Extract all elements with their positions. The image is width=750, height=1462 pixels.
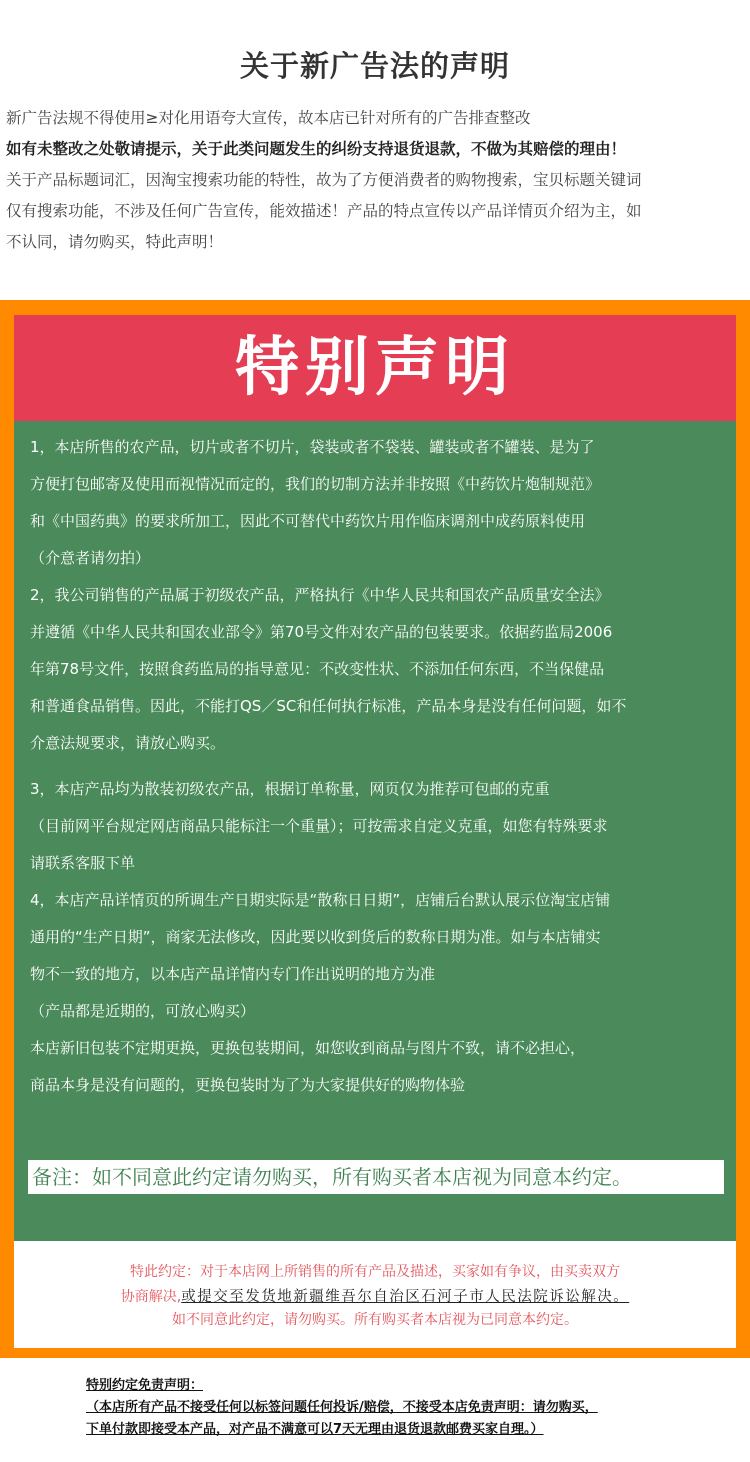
statement-line: 并遵循《中华人民共和国农业部令》第70号文件对农产品的包装要求。依据药监局2006 xyxy=(30,623,613,641)
statement-line: 3，本店产品均为散装初级农产品，根据订单称量，网页仅为推荐可包邮的克重 xyxy=(30,780,550,798)
statement-line: 介意法规要求，请放心购买。 xyxy=(30,734,226,752)
disclaimer-title: 特别约定免责声明： xyxy=(86,1378,204,1393)
statement-line: 方便打包邮寄及使用而视情况而定的，我们的切制方法并非按照《中药饮片炮制规范》 xyxy=(30,475,601,493)
declaration-line: 关于产品标题词汇，因淘宝搜索功能的特性，故为了方便消费者的购物搜索，宝贝标题关键词 xyxy=(6,171,642,189)
statement-line: 物不一致的地方，以本店产品详情内专门作出说明的地方为准 xyxy=(30,965,436,983)
declaration-line: 新广告法规不得使用≥对化用语夸大宣传，故本店已针对所有的广告排查整改 xyxy=(6,109,531,127)
statement-line: 通用的“生产日期”，商家无法修改，因此要以收到货后的数称日期为准。如与本店铺实 xyxy=(30,928,601,946)
agreement-line: 如不同意此约定，请勿购买。所有购买者本店视为已同意本约定。 xyxy=(172,1312,578,1328)
statement-line: 商品本身是没有问题的，更换包装时为了为大家提供好的购物体验 xyxy=(30,1076,466,1094)
statement-line: 和普通食品销售。因此，不能打QS／SC和任何执行标准，产品本身是没有任何问题，如不 xyxy=(30,697,627,715)
agreement-prefix: 协商解决, xyxy=(120,1289,182,1305)
agreement-court-clause: 或提交至发货地新疆维吾尔自治区石河子市人民法院诉讼解决。 xyxy=(181,1289,630,1305)
statement-line: 2，我公司销售的产品属于初级农产品，严格执行《中华人民共和国农产品质量安全法》 xyxy=(30,586,610,604)
agreement-box xyxy=(14,1241,736,1348)
agreement-line: 特此约定：对于本店网上所销售的所有产品及描述，买家如有争议，由买卖双方 xyxy=(130,1264,620,1280)
statement-line: （介意者请勿拍） xyxy=(30,549,151,567)
disclaimer-line: （本店所有产品不接受任何以标签问题任何投诉/赔偿，不接受本店免责声明：请勿购买， xyxy=(86,1400,598,1415)
statement-line: 年第78号文件，按照食药监局的指导意见：不改变性状、不添加任何东西，不当保健品 xyxy=(30,660,605,678)
declaration-line: 仅有搜索功能，不涉及任何广告宣传，能效描述！产品的特点宣传以产品详情页介绍为主，如 xyxy=(6,202,642,220)
declaration-title: 关于新广告法的声明 xyxy=(239,49,510,83)
agreement-line xyxy=(14,1285,736,1306)
declaration-line: 不认同，请勿购买，特此声明！ xyxy=(6,233,224,251)
declaration-body xyxy=(6,103,746,258)
statement-line: （产品都是近期的，可放心购买） xyxy=(30,1002,256,1020)
special-statement-banner: 特别声明 xyxy=(14,315,736,421)
statement-line: 1，本店所售的农产品，切片或者不切片，袋装或者不袋装、罐装或者不罐装、是为了 xyxy=(30,438,595,456)
disclaimer-line: 下单付款即接受本产品，对产品不满意可以7天无理由退货退款邮费买家自理。） xyxy=(86,1422,544,1437)
statement-line: （目前网平台规定网店商品只能标注一个重量）；可按需求自定义克重，如您有特殊要求 xyxy=(30,817,608,835)
note-bar: 备注：如不同意此约定请勿购买，所有购买者本店视为同意本约定。 xyxy=(28,1160,724,1194)
statement-line: 请联系客服下单 xyxy=(30,854,136,872)
declaration-line-bold: 如有未整改之处敬请提示，关于此类问题发生的纠纷支持退货退款，不做为其赔偿的理由！ xyxy=(6,140,627,158)
statement-line: 和《中国药典》的要求所加工，因此不可替代中药饮片用作临床调剂中成药原料使用 xyxy=(30,512,586,530)
statement-line: 本店新旧包装不定期更换，更换包装期间，如您收到商品与图片不致，请不必担心， xyxy=(30,1039,586,1057)
statement-line: 4，本店产品详情页的所调生产日期实际是“散称日日期”，店铺后台默认展示位淘宝店铺 xyxy=(30,891,611,909)
